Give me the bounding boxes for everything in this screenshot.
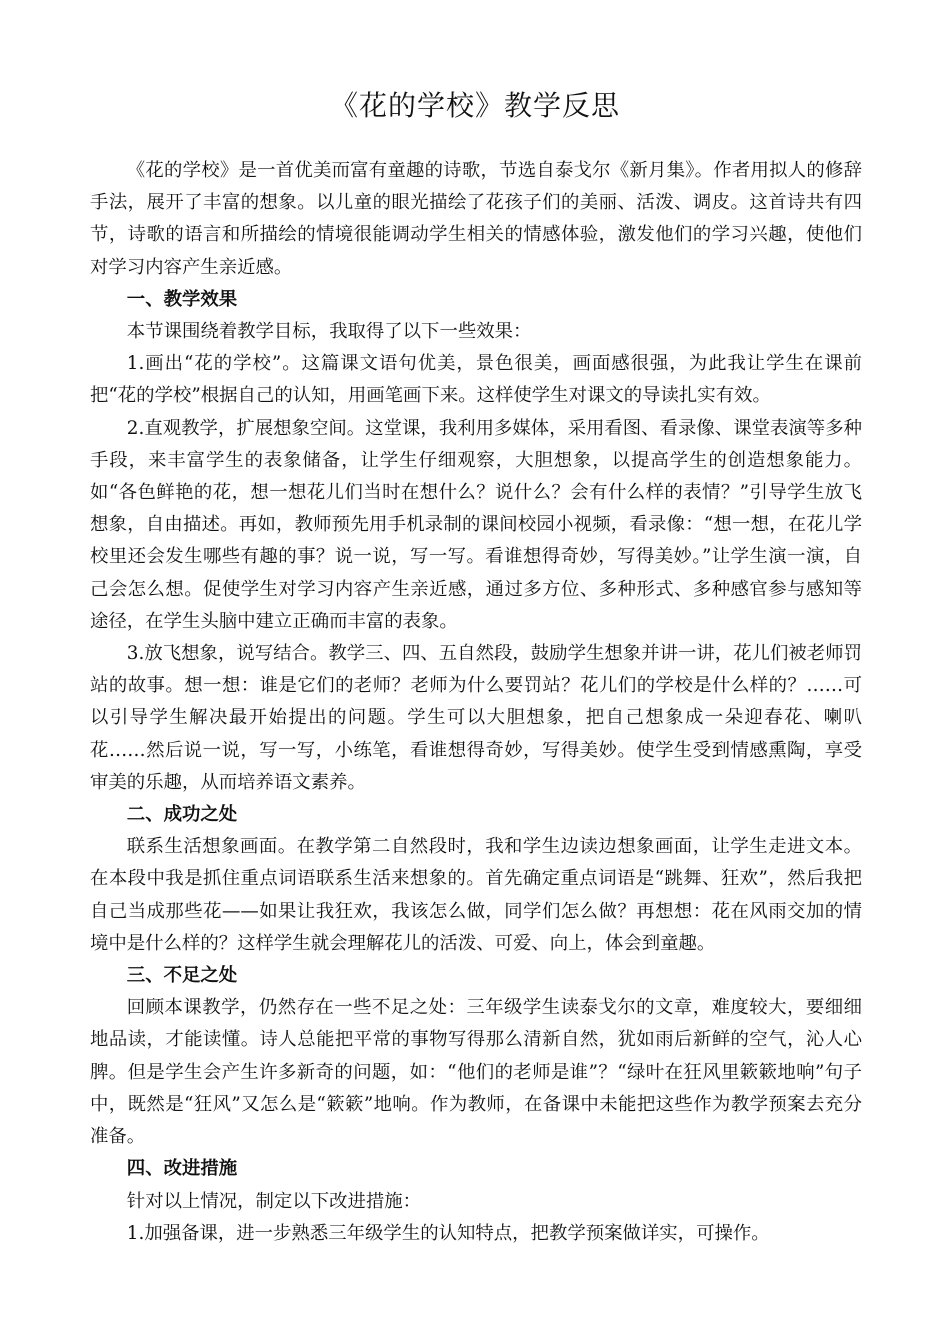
- section-heading-effect: 一、教学效果: [126, 288, 238, 310]
- section-heading-improvement: 四、改进措施: [126, 1158, 238, 1180]
- effect-item-3: 3.放飞想象，说写结合。教学三、四、五自然段，鼓励学生想象并讲一讲，花儿们被老师罚站的故事。想一想：谁是它们的老师？老师为什么要罚站？花儿们的学校是什么样的？……可以引导学生解决最开始提出的问题。学生可以大胆想象，把自己想象成一朵迎春花、喇叭花……然后说一说，写一写，小练笔，看谁想得奇妙，写得美妙。使学生受到情感熏陶，享受审美的乐趣，从而培养语文素养。: [90, 643, 862, 793]
- effect-item-1: 1.画出“花的学校”。这篇课文语句优美，景色很美，画面感很强，为此我让学生在课前把“花的学校”根据自己的认知，用画笔画下来。这样使学生对课文的导读扎实有效。: [90, 353, 862, 407]
- section-improvement-lead: 针对以上情况，制定以下改进措施：: [126, 1190, 422, 1212]
- intro-paragraph: 《花的学校》是一首优美而富有童趣的诗歌，节选自泰戈尔《新月集》。作者用拟人的修辞手法，展开了丰富的想象。以儿童的眼光描绘了花孩子们的美丽、活泼、调皮。这首诗共有四节，诗歌的语言和所描绘的情境很能调动学生相关的情感体验，激发他们的学习兴趣，使他们对学习内容产生亲近感。: [90, 160, 862, 278]
- effect-item-2: 2.直观教学，扩展想象空间。这堂课，我利用多媒体，采用看图、看录像、课堂表演等多种手段，来丰富学生的表象储备，让学生仔细观察，大胆想象，以提高学生的创造想象能力。如“各色鲜艳的花，想一想花儿们当时在想什么？说什么？会有什么样的表情？”引导学生放飞想象，自由描述。再如，教师预先用手机录制的课间校园小视频，看录像：“想一想，在花儿学校里还会发生哪些有趣的事？说一说，写一写。看谁想得奇妙，写得美妙。”让学生演一演，自己会怎么想。促使学生对学习内容产生亲近感，通过多方位、多种形式、多种感官参与感知等途径，在学生头脑中建立正确而丰富的表象。: [90, 417, 862, 632]
- section-success-text: 联系生活想象画面。在教学第二自然段时，我和学生边读边想象画面，让学生走进文本。在本段中我是抓住重点词语联系生活来想象的。首先确定重点词语是“跳舞、狂欢”，然后我把自己当成那些花——如果让我狂欢，我该怎么做，同学们怎么做？再想想：花在风雨交加的情境中是什么样的？这样学生就会理解花儿的活泼、可爱、向上，体会到童趣。: [90, 836, 862, 954]
- section-effect-lead: 本节课围绕着教学目标，我取得了以下一些效果：: [126, 321, 532, 343]
- section-heading-success: 二、成功之处: [126, 804, 238, 826]
- page-title: 《花的学校》教学反思: [329, 89, 620, 122]
- section-shortcomings-text: 回顾本课教学，仍然存在一些不足之处：三年级学生读泰戈尔的文章，难度较大，要细细地品读，才能读懂。诗人总能把平常的事物写得那么清新自然，犹如雨后新鲜的空气，沁人心脾。但是学生会产生许多新奇的问题，如：“他们的老师是谁”？“绿叶在狂风里簌簌地响”句子中，既然是“狂风”又怎么是“簌簌”地响。作为教师，在备课中未能把这些作为教学预案去充分准备。: [90, 997, 862, 1148]
- improvement-item-1: 1.加强备课，进一步熟悉三年级学生的认知特点，把教学预案做详实，可操作。: [126, 1222, 770, 1244]
- section-heading-shortcomings: 三、不足之处: [126, 965, 238, 987]
- document-body: [90, 155, 862, 1250]
